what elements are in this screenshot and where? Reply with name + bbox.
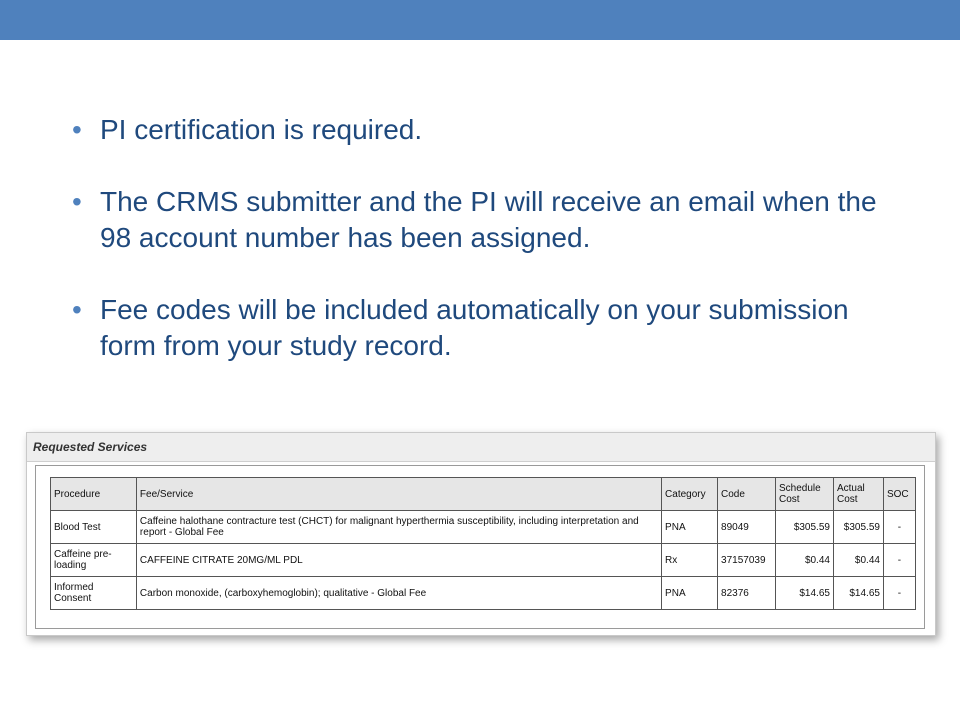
requested-services-panel [26,432,936,636]
column-header-actual-cost: Actual Cost [833,478,883,511]
cell-category: PNA [662,511,718,544]
bullet-dot-icon: • [72,114,82,145]
table-header-row [51,478,916,511]
column-header-procedure: Procedure [51,478,137,511]
column-header-code: Code [718,478,776,511]
services-table-container [35,465,925,629]
bullet-text: PI certification is required. [100,114,423,145]
panel-title: Requested Services [33,440,148,454]
bullet-text: Fee codes will be included automatically on your submission form from your study record. [100,294,849,361]
bullet-dot-icon: • [72,186,82,217]
table-row [51,511,916,544]
column-header-schedule-cost: Schedule Cost [776,478,834,511]
panel-header [27,433,935,462]
cell-procedure: Blood Test [51,511,137,544]
bullet-item [72,292,892,364]
cell-fee-service: Carbon monoxide, (carboxyhemoglobin); qualitative - Global Fee [136,577,661,610]
cell-procedure: Informed Consent [51,577,137,610]
bullet-item [72,184,892,256]
cell-schedule-cost: $305.59 [776,511,834,544]
cell-category: Rx [662,544,718,577]
cell-schedule-cost: $0.44 [776,544,834,577]
cell-code: 37157039 [718,544,776,577]
table-row [51,577,916,610]
column-header-category: Category [662,478,718,511]
cell-actual-cost: $0.44 [833,544,883,577]
bullet-list [72,112,892,400]
cell-fee-service: Caffeine halothane contracture test (CHCT) for malignant hyperthermia susceptibility, including interpretation and report - Global Fee [136,511,661,544]
bullet-dot-icon: • [72,294,82,325]
cell-code: 82376 [718,577,776,610]
column-header-soc: SOC [883,478,915,511]
cell-code: 89049 [718,511,776,544]
cell-actual-cost: $305.59 [833,511,883,544]
cell-soc: - [883,511,915,544]
services-table [50,477,916,610]
cell-soc: - [883,577,915,610]
cell-schedule-cost: $14.65 [776,577,834,610]
cell-category: PNA [662,577,718,610]
top-accent-bar [0,0,960,40]
bullet-text: The CRMS submitter and the PI will receive an email when the 98 account number has been assigned. [100,186,877,253]
cell-soc: - [883,544,915,577]
table-row [51,544,916,577]
column-header-fee-service: Fee/Service [136,478,661,511]
bullet-item [72,112,892,148]
cell-procedure: Caffeine pre-loading [51,544,137,577]
cell-fee-service: CAFFEINE CITRATE 20MG/ML PDL [136,544,661,577]
cell-actual-cost: $14.65 [833,577,883,610]
